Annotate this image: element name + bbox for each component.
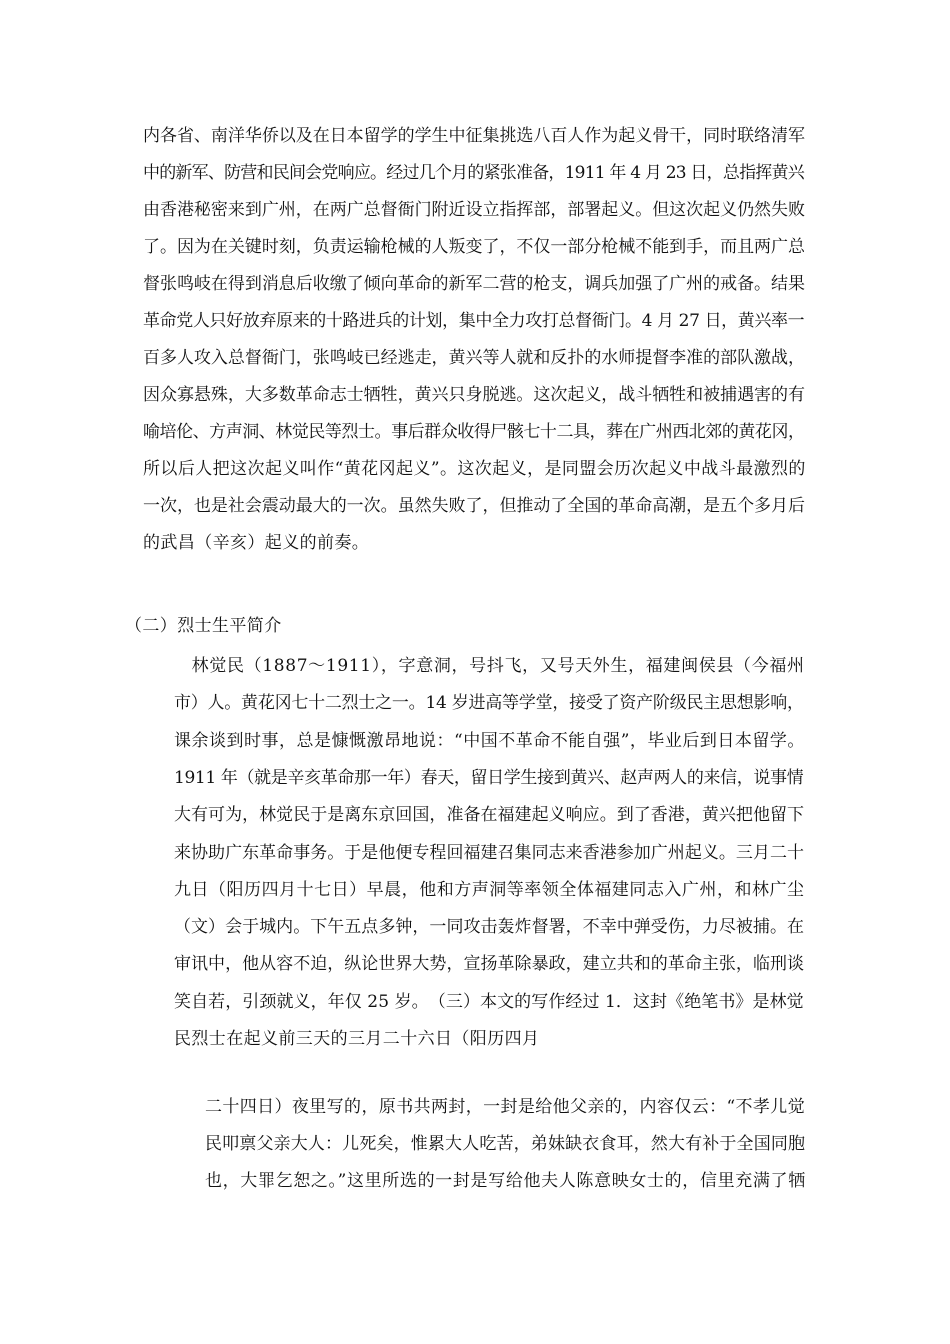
paragraph1-line: 革命党人只好放弃原来的十路进兵的计划，集中全力攻打总督衙门。4 月 27 日，黄兴率一 <box>143 311 805 331</box>
paragraph2-line: 市）人。黄花冈七十二烈士之一。14 岁进高等学堂，接受了资产阶级民主思想影响， <box>174 693 804 714</box>
paragraph2-line: 大有可为，林觉民于是离东京回国，准备在福建起义响应。到了香港，黄兴把他留下 <box>174 805 805 826</box>
paragraph2-line: 来协助广东革命事务。于是他便专程回福建召集同志来香港参加广州起义。三月二十 <box>174 842 805 863</box>
paragraph1-line: 所以后人把这次起义叫作“黄花冈起义”。这次起义，是同盟会历次起义中战斗最激烈的 <box>143 459 806 479</box>
paragraph2-line: 民烈士在起义前三天的三月二十六日（阳历四月 <box>174 1029 540 1049</box>
paragraph2-line: 审讯中，他从容不迫，纵论世界大势，宣扬革除暴政，建立共和的革命主张，临刑谈 <box>174 954 805 975</box>
paragraph2-line: 课余谈到时事，总是慷慨激昂地说：“中国不革命不能自强”，毕业后到日本留学。 <box>174 730 805 751</box>
paragraph1-line: 因众寡悬殊，大多数革命志士牺牲，黄兴只身脱逃。这次起义，战斗牺牲和被捕遇害的有 <box>143 385 805 405</box>
paragraph1-line: 由香港秘密来到广州，在两广总督衙门附近设立指挥部，部署起义。但这次起义仍然失败 <box>143 200 805 220</box>
paragraph1-line: 一次，也是社会震动最大的一次。虽然失败了，但推动了全国的革命高潮，是五个多月后 <box>143 496 805 516</box>
paragraph2-line: （文）会于城内。下午五点多钟，一同攻击轰炸督署，不幸中弹受伤，力尽被捕。在 <box>174 917 805 938</box>
paragraph3-line: 二十四日）夜里写的，原书共两封，一封是给他父亲的，内容仅云：“不孝儿觉 <box>205 1097 806 1117</box>
paragraph2-line: 笑自若，引颈就义，年仅 25 岁。 （三）本文的写作经过 1．这封《绝笔书》是林觉 <box>174 991 804 1012</box>
paragraph1-line: 督张鸣岐在得到消息后收缴了倾向革命的新军二营的枪支，调兵加强了广州的戒备。结果 <box>143 274 805 294</box>
paragraph1-line: 内各省、南洋华侨以及在日本留学的学生中征集挑选八百人作为起义骨干，同时联络清军 <box>143 126 805 146</box>
paragraph2-line: 林觉民（1887～1911），字意洞，号抖飞，又号天外生，福建闽侯县（今福州 <box>174 656 805 676</box>
paragraph3-line: 民叩禀父亲大人：儿死矣，惟累大人吃苦，弟妹缺衣食耳，然大有补于全国同胞 <box>205 1134 806 1154</box>
paragraph1-line: 了。因为在关键时刻，负责运输枪械的人叛变了，不仅一部分枪械不能到手，而且两广总 <box>143 237 805 257</box>
paragraph2-line: 九日（阳历四月十七日）早晨，他和方声洞等率领全体福建同志入广州，和林广尘 <box>174 879 805 900</box>
section-heading: （二）烈士生平简介 <box>125 616 282 636</box>
paragraph1-line: 喻培伦、方声洞、林觉民等烈士。事后群众收得尸骸七十二具，葬在广州西北郊的黄花冈， <box>143 422 805 442</box>
paragraph3-line: 也，大罪乞恕之。”这里所选的一封是写给他夫人陈意映女士的，信里充满了牺 <box>205 1171 806 1191</box>
paragraph2-line: 1911 年（就是辛亥革命那一年）春天，留日学生接到黄兴、赵声两人的来信，说事情 <box>174 767 804 788</box>
paragraph1-line: 的武昌（辛亥）起义的前奏。 <box>143 533 370 553</box>
paragraph1-line: 中的新军、防营和民间会党响应。经过几个月的紧张准备，1911 年 4 月 23 日，总指挥黄兴 <box>143 163 804 183</box>
paragraph1-line: 百多人攻入总督衙门，张鸣岐已经逃走，黄兴等人就和反扑的水师提督李准的部队激战， <box>143 348 805 368</box>
